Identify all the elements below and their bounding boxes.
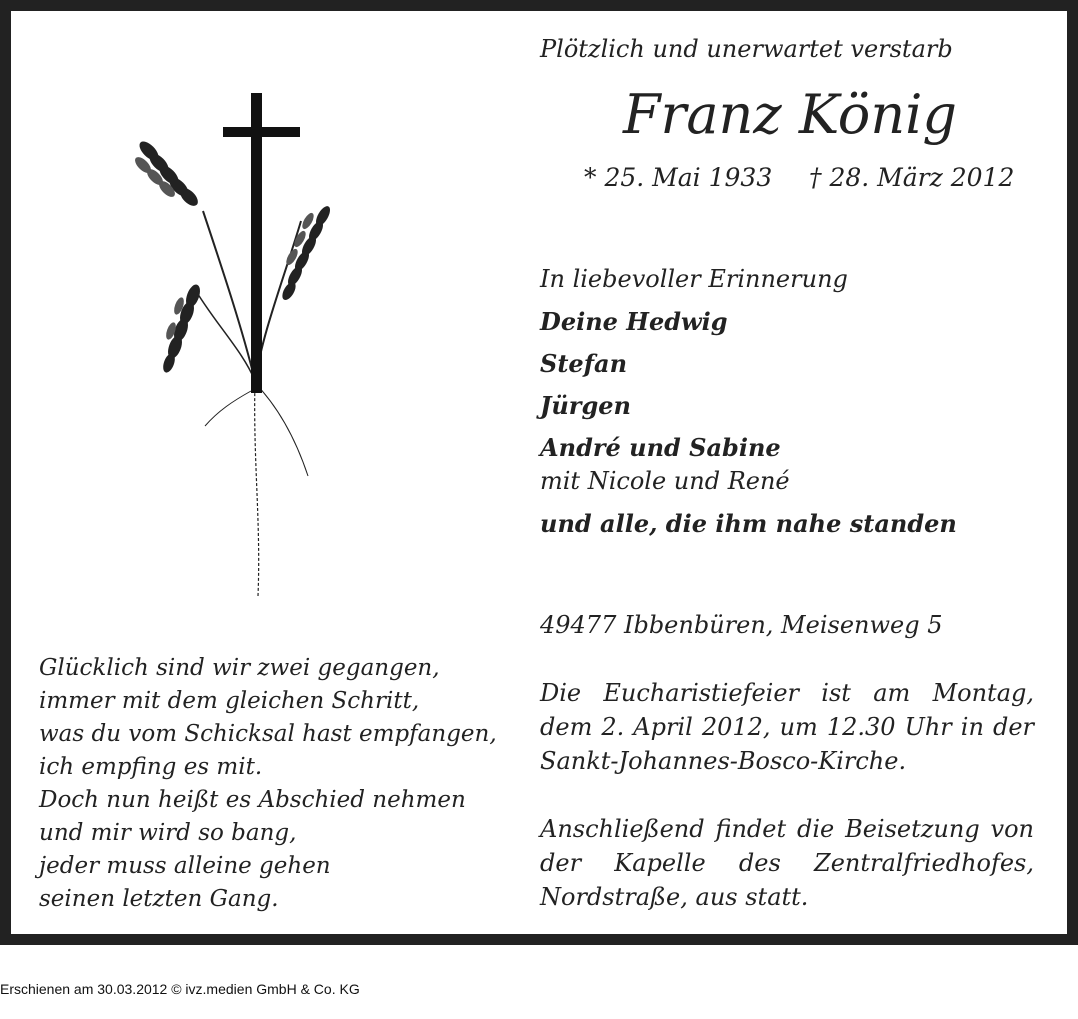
poem-line: immer mit dem gleichen Schritt, bbox=[39, 688, 420, 714]
poem-line: und mir wird so bang, bbox=[39, 820, 297, 846]
poem-line: jeder muss alleine gehen bbox=[39, 853, 331, 879]
poem-line: Glücklich sind wir zwei gegangen, bbox=[39, 655, 440, 681]
mourner-name: Stefan bbox=[540, 349, 628, 378]
service-info: Die Eucharistiefeier ist am Montag, dem 2. April 2012, um 12.30 Uhr in der Sankt-Johannes-Bosco-Kirche. bbox=[540, 679, 1034, 775]
mourner-name: André und Sabine bbox=[540, 433, 781, 462]
memory-line: In liebevoller Erinnerung bbox=[540, 265, 848, 293]
burial-info: Anschließend findet die Beisetzung von der Kapelle des Zentralfriedhofes, Nordstraße, aus statt. bbox=[540, 815, 1034, 911]
cross-with-wheat-icon bbox=[123, 81, 353, 601]
poem bbox=[39, 652, 497, 916]
publication-footer: Erschienen am 30.03.2012 © ivz.medien GmbH & Co. KG bbox=[0, 981, 360, 997]
address: 49477 Ibbenbüren, Meisenweg 5 bbox=[540, 611, 943, 639]
intro-text: Plötzlich und unerwartet verstarb bbox=[540, 35, 953, 63]
mourner-name: Jürgen bbox=[540, 391, 631, 420]
mourner-name: Deine Hedwig bbox=[540, 307, 728, 336]
deceased-name: Franz König bbox=[623, 83, 957, 146]
poem-line: ich empfing es mit. bbox=[39, 754, 263, 780]
death-date: † 28. März 2012 bbox=[809, 163, 1015, 192]
poem-line: was du vom Schicksal hast empfangen, bbox=[39, 721, 497, 747]
birth-date: * 25. Mai 1933 bbox=[584, 163, 773, 192]
poem-line: Doch nun heißt es Abschied nehmen bbox=[39, 787, 466, 813]
mourner-note: mit Nicole und René bbox=[540, 467, 790, 495]
poem-line: seinen letzten Gang. bbox=[39, 886, 279, 912]
closing-line: und alle, die ihm nahe standen bbox=[540, 509, 957, 538]
